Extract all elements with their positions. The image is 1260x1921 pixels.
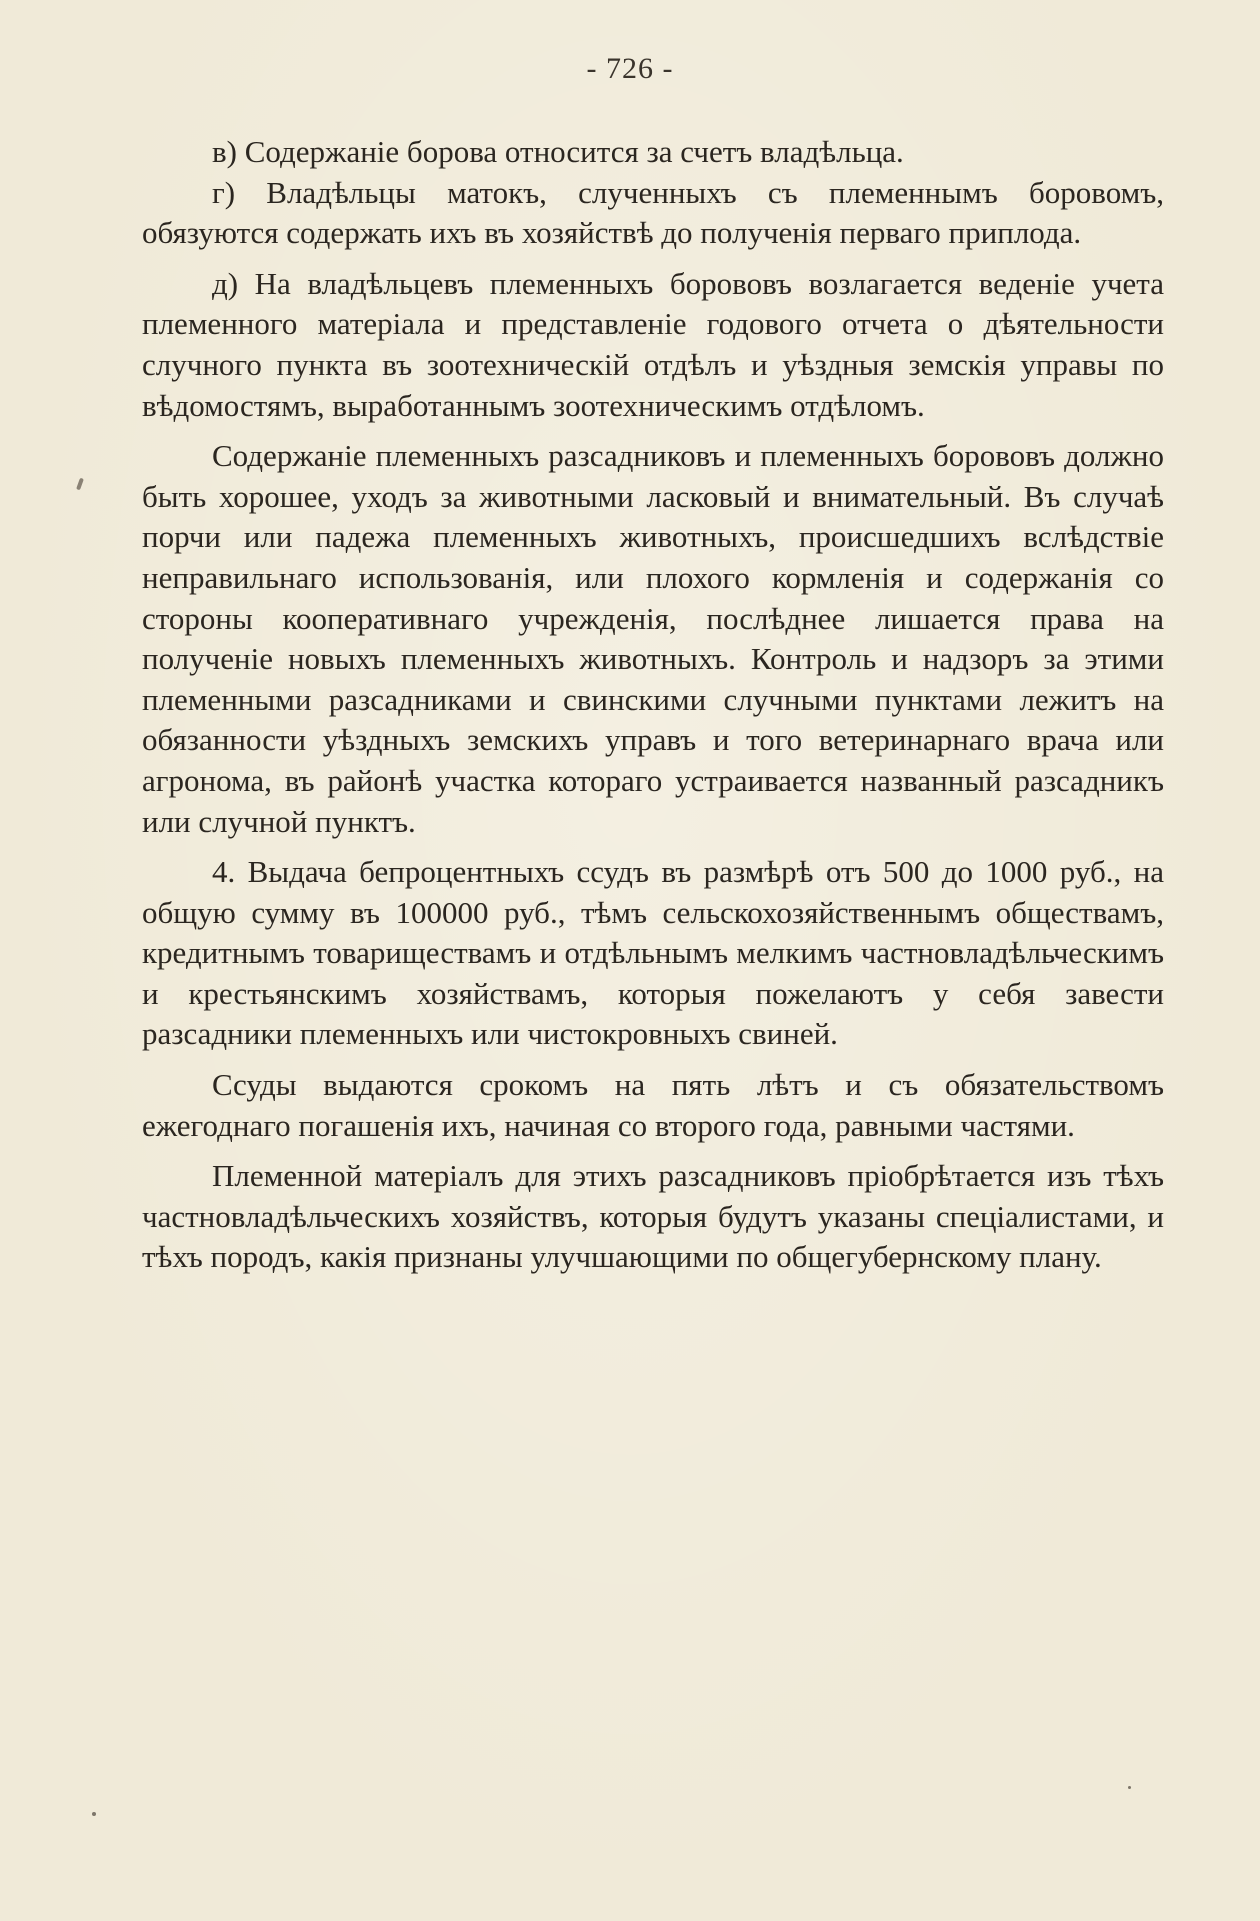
paragraph-v: в) Содержаніе борова относится за счетъ владѣльца.: [212, 134, 904, 169]
paragraph-item-4: 4. Выдача бепроцентныхъ ссудъ въ размѣрѣ отъ 500 до 1000 руб., на общую сумму въ 100000 руб., тѣмъ сельскохозяйственнымъ обществамъ, кредитнымъ товариществамъ и отдѣльнымъ мелкимъ частновладѣльческимъ и крестьянскимъ хозяйствамъ, которыя пожелаютъ у себя завести разсадники племенныхъ или чистокровныхъ свиней.: [142, 854, 1164, 1052]
page-number: - 726 -: [586, 52, 674, 85]
paragraph-d: д) На владѣльцевъ племенныхъ борововъ возлагается веденіе учета племенного матеріала и представленіе годового отчета о дѣятельности случного пункта въ зоотехническій отдѣлъ и уѣздныя земскія управы по вѣдомостямъ, выработаннымъ зоотехническимъ отдѣломъ.: [142, 265, 1164, 423]
body-text: [142, 132, 1164, 1288]
paragraph-g: г) Владѣльцы матокъ, слученныхъ съ племеннымъ боровомъ, обязуются содержать ихъ въ хозяйствѣ до полученія перваго приплода.: [142, 174, 1164, 251]
margin-mark: [76, 478, 84, 491]
paper-speck: [1128, 1786, 1131, 1789]
paragraph-loans: Ссуды выдаются срокомъ на пять лѣтъ и съ обязательствомъ ежегоднаго погашенія ихъ, начиная со второго года, равными частями.: [142, 1067, 1164, 1143]
paragraph-breeding-material: Племенной матеріалъ для этихъ разсадниковъ пріобрѣтается изъ тѣхъ частновладѣльческихъ хозяйствъ, которыя будутъ указаны спеціалистами, и тѣхъ породъ, какія признаны улучшающими по общегубернскому плану.: [142, 1158, 1164, 1275]
paragraph-maintenance: Содержаніе племенныхъ разсадниковъ и племенныхъ борововъ должно быть хорошее, уходъ за животными ласковый и внимательный. Въ случаѣ порчи или падежа племенныхъ животныхъ, происшедшихъ вслѣдствіе неправильнаго использованія, или плохого кормленія и содержанія со стороны кооперативнаго учрежденія, послѣднее лишается права на полученіе новыхъ племенныхъ животныхъ. Контроль и надзоръ за этими племенными разсадниками и свинскими случными пунктами лежитъ на обязанности уѣздныхъ земскихъ управъ и того ветеринарнаго врача или агронома, въ районѣ участка котораго устраивается названный разсадникъ или случной пунктъ.: [142, 438, 1164, 839]
paper-speck: [92, 1812, 96, 1816]
